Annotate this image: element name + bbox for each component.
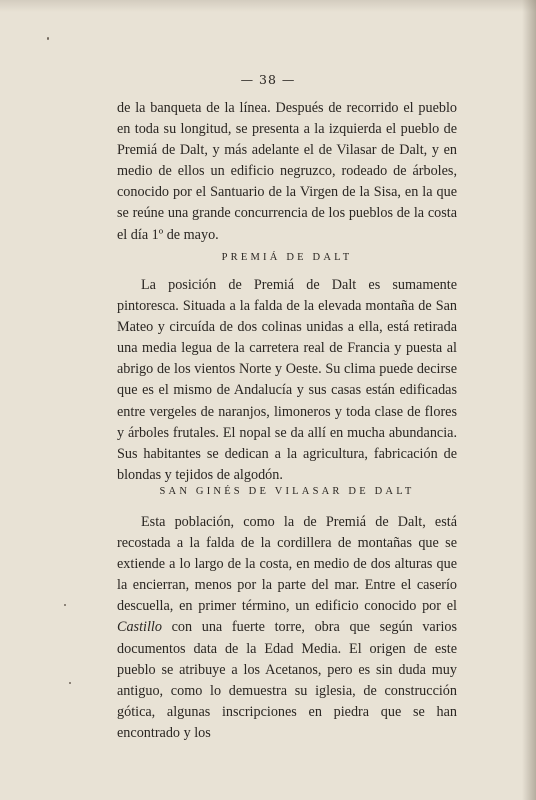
- paragraph-text: de la banqueta de la línea. Después de recorrido el pueblo en toda su longitud, se presenta a la izquierda el pueblo de Premiá de Dalt, y más adelante el de Vilasar de Dalt, y en medio de ellos un edificio negruzco, rodeado de árboles, conocido por el Santuario de la Virgen de la Sisa, en la que se reúne una grande concurrencia de los pueblos de la costa el día 1º de mayo.: [117, 100, 457, 243]
- paragraph-text: [117, 512, 457, 744]
- paragraph-railway-route: [117, 98, 457, 246]
- section-heading-premia: PREMIÁ DE DALT: [221, 252, 353, 263]
- paragraph-text: La posición de Premiá de Dalt es sumamente pintoresca. Situada a la falda de la elevada montaña de San Mateo y circuída de dos colinas unidas a ella, está retirada una media legua de la carretera real de Francia y puesta al abrigo de los vientos Norte y Oeste. Su clima puede decirse que es el mismo de Andalucía y sus casas están edificadas entre vergeles de naranjos, limoneros y toda clase de flores y árboles frutales. El nopal se da allí en mucha abundancia. Sus habitantes se dedican a la agricultura, fabricación de blondas y tejidos de algodón.: [117, 277, 457, 483]
- page-edge-shadow: [522, 0, 536, 800]
- paragraph-vilasar: [117, 512, 457, 744]
- paper-speck: [69, 682, 71, 684]
- italic-term: Castillo: [117, 619, 162, 636]
- paper-speck: [47, 37, 49, 40]
- page-number: — 38 —: [240, 72, 296, 87]
- text-run: con una fuerte torre, obra que según varios documentos data de la Edad Media. El origen de este pueblo se atribuye a los Acetanos, pero es sin duda muy antiguo, como lo demuestra su iglesia, de construcción gótica, algunas inscripciones en piedra que se han encontrado y los: [117, 619, 457, 741]
- paper-speck: [64, 604, 66, 606]
- paragraph-premia: [117, 275, 457, 486]
- section-heading-vilasar: SAN GINÉS DE VILASAR DE DALT: [159, 486, 415, 497]
- text-run: Esta población, como la de Premiá de Dalt, está recostada a la falda de la cordillera de montañas que se extiende a lo largo de la costa, en medio de dos alturas que la encierran, menos por la parte del mar. Entre el caserío descuella, en primer término, un edificio conocido por el: [117, 514, 457, 615]
- page-top-shadow: [0, 0, 536, 12]
